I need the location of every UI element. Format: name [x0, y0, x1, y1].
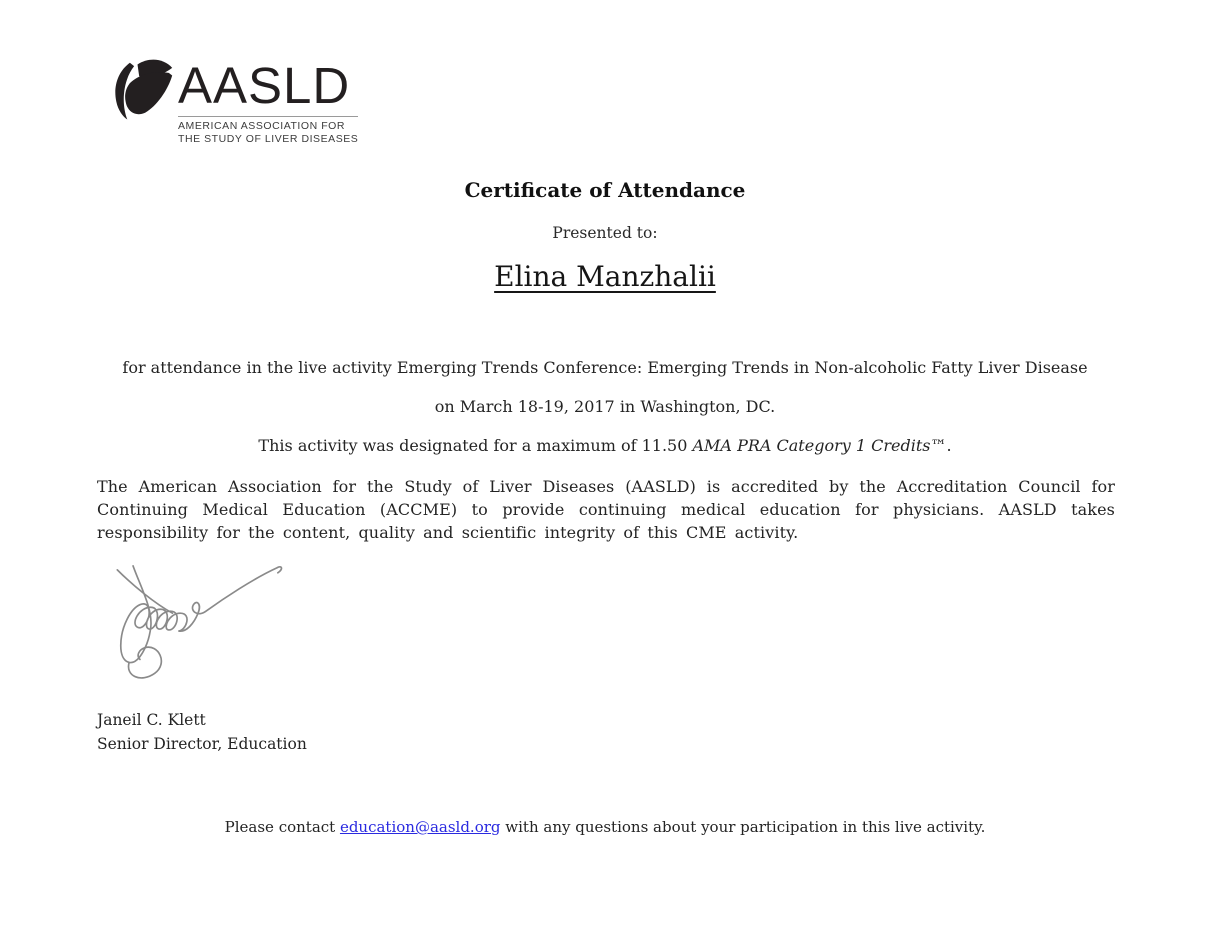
recipient-name-text: Elina Manzhalii [494, 260, 716, 293]
logo-tagline-line2: THE STUDY OF LIVER DISEASES [178, 132, 359, 145]
signature-icon [102, 560, 302, 690]
activity-line: for attendance in the live activity Emerging Trends Conference: Emerging Trends in Non-alcoholic Fatty Liver Disease [122, 358, 1088, 377]
presented-to-label: Presented to: [552, 224, 658, 242]
signer-title: Senior Director, Education [97, 735, 307, 753]
logo-wordmark: AASLD [178, 57, 351, 114]
footer-suffix: with any questions about your participation in this live activity. [500, 818, 986, 836]
credits-designation: AMA PRA Category 1 Credits [692, 436, 931, 455]
email-link[interactable]: education@aasld.org [339, 818, 501, 836]
date-line: on March 18-19, 2017 in Washington, DC. [434, 397, 776, 416]
credits-prefix: This activity was designated for a maximum of 11.50 [258, 436, 693, 455]
logo-divider [178, 116, 358, 117]
aasld-logo [110, 56, 370, 145]
credits-line [0, 436, 1210, 455]
certificate-title: Certificate of Attendance [464, 178, 746, 202]
signer-name: Janeil C. Klett [97, 711, 206, 729]
footer-prefix: Please contact [224, 818, 340, 836]
footer-contact-line [0, 818, 1210, 836]
credits-suffix: ™. [930, 436, 952, 455]
recipient-name [0, 260, 1210, 293]
accreditation-paragraph: The American Association for the Study of Liver Diseases (AASLD) is accredited by the Accreditation Council for Continuing Medical Education (ACCME) to provide continuing medical education for physicians. AASLD takes responsibility for the content, quality and scientific integrity of this CME activity. [97, 477, 1115, 542]
liver-logo-icon [110, 56, 176, 122]
logo-tagline-line1: AMERICAN ASSOCIATION FOR [178, 120, 346, 132]
